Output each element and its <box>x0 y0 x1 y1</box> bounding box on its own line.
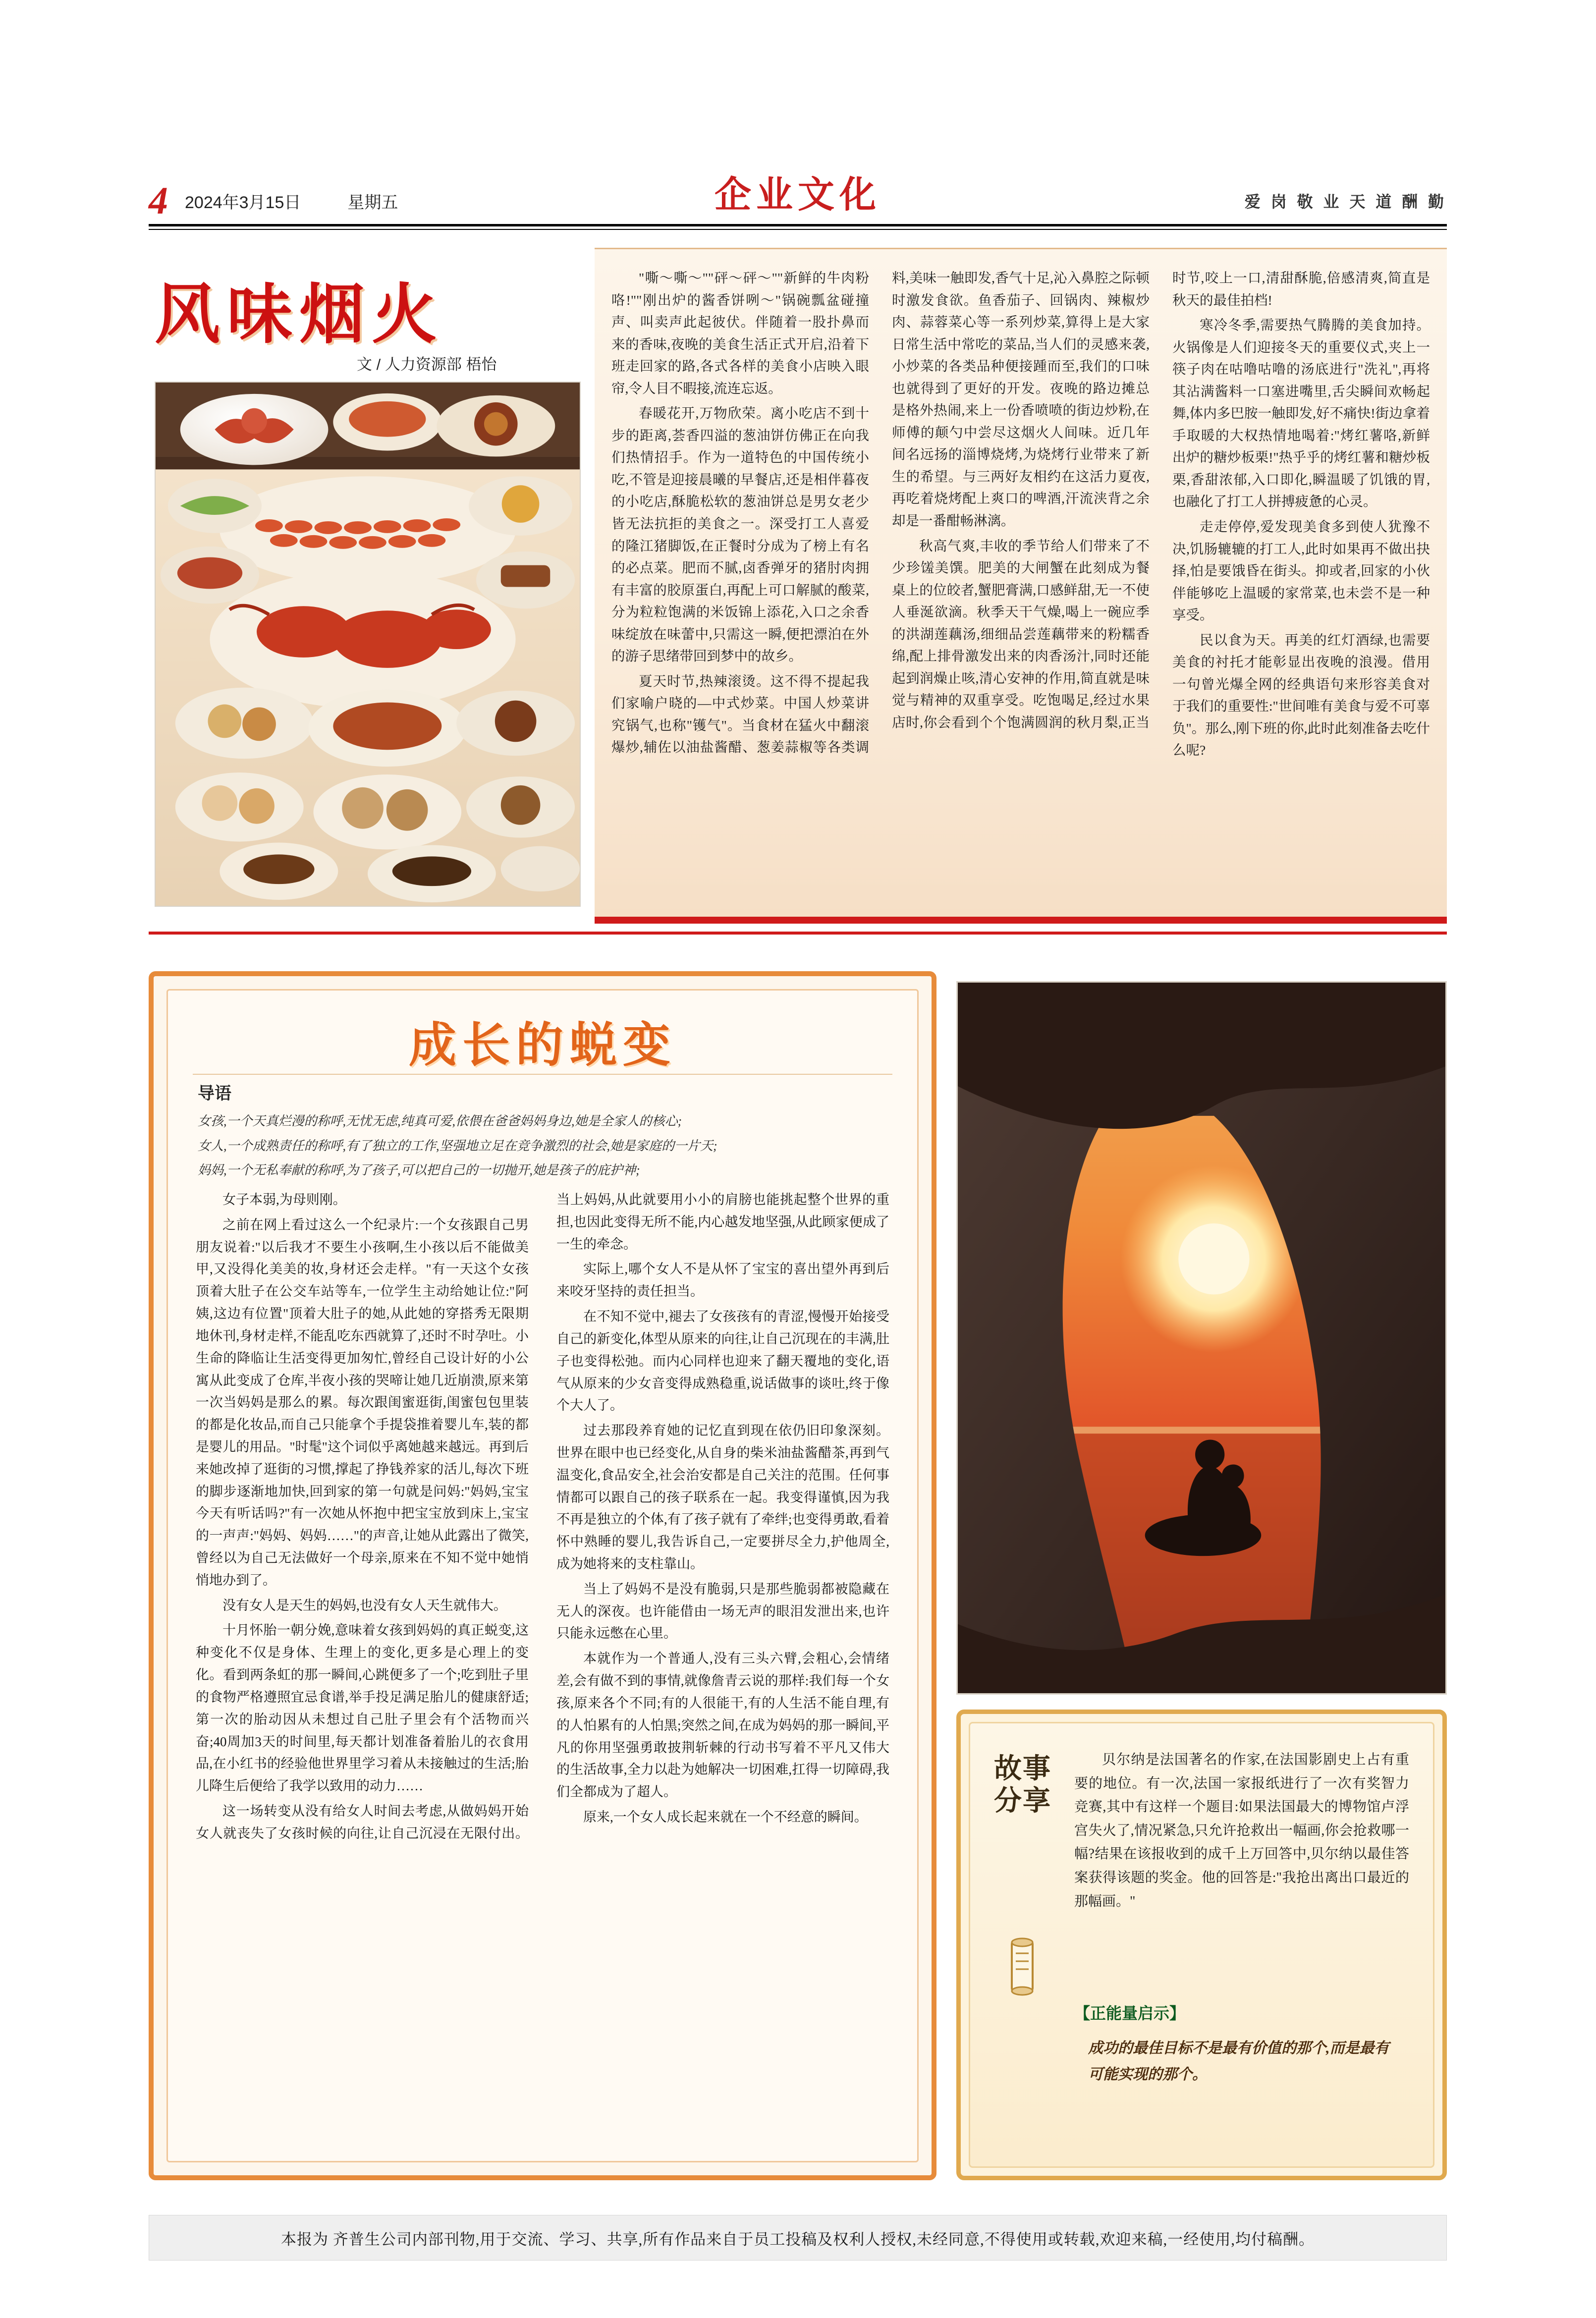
weekday: 星期五 <box>347 193 398 212</box>
article2-title-divider <box>193 1074 892 1075</box>
food-spread-illustration <box>156 383 580 906</box>
article1-headline: 风味烟火 <box>155 278 444 351</box>
article2-paragraph: 没有女人是天生的妈妈,也没有女人天生就伟大。 <box>222 1598 507 1613</box>
article1-body <box>595 248 1447 917</box>
story-share-tag: 【正能量启示】 <box>1074 2004 1186 2022</box>
article1-paragraph: 秋高气爽,丰收的季节给人们带来了不少珍馐美馔。肥美的大闸蟹在此刻成为餐桌上的位皎者,蟹肥膏满,口感鲜甜,无一不使人垂涎欲滴。秋季天干气燥,喝上一碗应季的洪湖莲藕汤,细细品尝莲藕带来的粉糯香绵,配上排骨激发出来的肉香汤汁,同时还能起到润燥止咳,清心安神的作用,简直就是味觉与精神的双重享受。吃饱喝足,经过水果店时,你会看到个个饱满圆润的秋月梨,正当时节,咬上一口,清甜酥脆,倍感清爽,简直是秋天的最佳拍档! <box>892 270 1430 730</box>
scroll-icon <box>1001 1936 1044 1996</box>
article2-paragraph: 十月怀胎一朝分娩,意味着女孩到妈妈的真正蜕变,这种变化不仅是身体、生理上的变化,更多是心理上的变化。看到两条虹的那一瞬间,心跳便多了一个;吃到肚子里的食物严格遵照宜忌食谱,举手投足满足胎儿的健康舒适;第一次的胎动因从未想过自己肚子里会有个活物而兴奋;40周加3天的时间里,每天都计划准备着胎儿的衣食用品,在小红书的经验他世界里学习着从未接触过的生活;胎儿降生后便给了我学以致用的动力…… <box>196 1623 529 1794</box>
footer-text: 本报为 齐普生公司内部刊物,用于交流、学习、共享,所有作品来自于员工投稿及权利人授权,未经同意,不得使用或转载,欢迎来稿,一经使用,均付稿酬。 <box>281 2230 1315 2248</box>
section-divider-red <box>149 932 1447 935</box>
sunset-cave-photo <box>956 981 1447 1695</box>
article2-lead-line: 女孩,一个天真烂漫的称呼,无忧无虑,纯真可爱,依偎在爸爸妈妈身边,她是全家人的核心; <box>198 1114 682 1128</box>
article2-lead-line: 妈妈,一个无私奉献的称呼,为了孩子,可以把自己的一切抛开,她是孩子的庇护神; <box>198 1163 640 1178</box>
story-share-label: 故事分享 <box>994 1754 1051 1817</box>
masthead <box>149 164 1447 222</box>
article1-bottom-rule <box>595 917 1447 924</box>
article1-photo <box>155 382 581 907</box>
article2-paragraph: 当上了妈妈不是没有脆弱,只是那些脆弱都被隐藏在无人的深夜。也许能借由一场无声的眼泪发泄出来,也许只能永远憋在心里。 <box>556 1581 889 1641</box>
page-number: 4 <box>149 178 168 222</box>
publication-date: 2024年3月15日 <box>185 193 301 212</box>
article2-paragraph: 在不知不觉中,褪去了女孩孩有的青涩,慢慢开始接受自己的新变化,体型从原来的向往,让自己沉现在的丰满,肚子也变得松弛。而内心同样也迎来了翻天覆地的变化,语气从原来的少女音变得成熟稳重,说话做事的谈吐,终于像个大人了。 <box>556 1309 889 1413</box>
story-share-frame <box>969 1722 1434 2168</box>
article2-paragraph: 之前在网上看过这么一个纪录片:一个女孩跟自己男朋友说着:"以后我才不要生小孩啊,生小孩以后不能做美甲,又没得化美美的妆,身材还会走样。"有一天这个女孩顶着大肚子在公交车站等车,一位学生主动给她让位:"阿姨,这边有位置"顶着大肚子的她,从此她的穿搭秀无限期地休刊,身材走样,不能乱吃东西就算了,还时不时孕吐。小生命的降临让生活变得更加匆忙,曾经自己设计好的小公寓从此变成了仓库,半夜小孩的哭啼让她几近崩溃,原来第一次当妈妈是那么的累。每次跟闺蜜逛街,闺蜜包包里装的都是化妆品,而自己只能拿个手提袋推着婴儿车,装的都是婴儿的用品。"时髦"这个词似乎离她越来越远。再到后来她改掉了逛街的习惯,撑起了挣钱养家的活儿,每次下班的脚步逐渐地加快,回到家的第一句就是问妈:"妈妈,宝宝今天有听话吗?"有一次她从怀抱中把宝宝放到床上,宝宝的一声声:"妈妈、妈妈……"的声音,让她从此露出了微笑,曾经以为自己无法做好一个母亲,原来在不知不觉中她悄悄地办到了。 <box>196 1217 529 1588</box>
article1-byline: 文 / 人力资源部 梧怡 <box>357 356 497 373</box>
article1-paragraph: 夏天时节,热辣滚烫。这不得不提起我们家喻户晓的—中式炒菜。中国人炒菜讲究锅气,也称"镬气"。当食材在猛火中翻滚爆炒,辅佐以油盐酱醋、葱姜蒜椒等各类调料,美味一触即发,香气十足,沁入鼻腔之际顿时激发食欲。鱼香茄子、回锅肉、辣椒炒肉、蒜蓉菜心等一系列炒菜,算得上是大家日常生活中常吃的菜品,当人们的灵感来袭,小炒菜的各类品种便接踵而至,我们的口味也就得到了更好的开发。夜晚的路边摊总是格外热闹,来上一份香喷喷的街边炒粉,在师傅的颠勺中尝尽这烟火人间味。近几年间名远扬的淄博烧烤,为烧烤行业带来了新生的希望。与三两好友相约在这活力夏夜,再吃着烧烤配上爽口的啤酒,汗流浃背之余却是一番酣畅淋漓。 <box>611 270 1150 755</box>
article-feature-food <box>149 248 1447 941</box>
article1-paragraph: 春暖花开,万物欣荣。离小吃店不到十步的距离,荟香四溢的葱油饼仿佛正在向我们热情招手。作为一道特色的中国传统小吃,不管是迎接晨曦的早餐店,还是相伴暮夜的小吃店,酥脆松软的葱油饼总是男女老少皆无法抗拒的美食之一。深受打工人喜爱的隆江猪脚饭,在正餐时分成为了榜上有名的必点菜。肥而不腻,卤香弹牙的猪肘肉拥有丰富的胶原蛋白,再配上可口解腻的酸菜,分为粒粒饱满的米饭锦上添花,入口之余香味绽放在味蕾中,只需这一瞬,便把漂泊在外的游子思绪带回到梦中的故乡。 <box>611 405 869 664</box>
masthead-slogan: 爱 岗 敬 业 天 道 酬 勤 <box>1244 193 1447 211</box>
article2-paragraph: 本就作为一个普通人,没有三头六臂,会粗心,会情绪差,会有做不到的事情,就像詹青云说的那样:我们每一个女孩,原来各个不同;有的人很能干,有的人生活不能自理,有的人怕累有的人怕黑;突然之间,在成为妈妈的那一瞬间,平凡的你用坚强勇敢披荆斩棘的行动书写着不平凡又伟大的生活故事,全力以赴为她解决一切困难,扛得一切障碍,我们全都成为了超人。 <box>556 1651 889 1800</box>
article2-lead <box>198 1080 887 1185</box>
article2-paragraph: 实际上,哪个女人不是从怀了宝宝的喜出望外再到后来咬牙坚持的责任担当。 <box>556 1262 889 1299</box>
article-growth-transformation <box>149 971 936 2180</box>
article1-paragraph: 寒冷冬季,需要热气腾腾的美食加持。火锅像是人们迎接冬天的重要仪式,夹上一筷子肉在咕噜咕噜的汤底进行"洗礼",再将其沾满酱料一口塞进嘴里,舌尖瞬间欢畅起舞,体内多巴胺一触即发,好不痛快!街边拿着手取暖的大权热情地喝着:"烤红薯咯,新鲜出炉的糖炒板栗!"热乎乎的烤红薯和糖炒板栗,香甜浓郁,入口即化,瞬温暖了饥饿的胃,也融化了打工人拼搏疲惫的心灵。 <box>1172 317 1430 509</box>
page-footer <box>149 2215 1447 2261</box>
story-share-box <box>956 1710 1447 2180</box>
story-share-text: 贝尔纳是法国著名的作家,在法国影剧史上占有重要的地位。有一次,法国一家报纸进行了一次有奖智力竞赛,其中有这样一个题目:如果法国最大的博物馆卢浮宫失火了,情况紧急,只允许抢救出一幅画,你会抢救哪一幅?结果在该报收到的成千上万回答中,贝尔纳以最佳答案获得该题的奖金。他的回答是:"我抢出离出口最近的那幅画。" <box>1074 1752 1409 1909</box>
article2-paragraph: 这一场转变从没有给女人时间去考虑,从做妈妈开始女人就丧失了女孩时候的向往,让自己沉浸在无限付出。当上妈妈,从此就要用小小的肩膀也能挑起整个世界的重担,也因此变得无所不能,内心越发地坚强,从此顾家便成了一生的牵念。 <box>196 1192 889 1841</box>
article2-paragraph: 过去那段养育她的记忆直到现在依仍旧印象深刻。世界在眼中也已经变化,从自身的柴米油盐酱醋茶,再到气温变化,食品安全,社会治安都是自己关注的范围。任何事情都可以跟自己的孩子联系在一起。我变得谨慎,因为我不再是独立的个体,有了孩子就有了牵绊;也变得勇敢,看着怀中熟睡的婴儿,我告诉自己,一定要拼尽全力,护他周全,成为她将来的支柱靠山。 <box>556 1423 889 1571</box>
masthead-divider <box>149 224 1447 226</box>
article2-lead-label: 导语 <box>198 1085 231 1103</box>
scroll-icon-svg <box>1001 1936 1044 1996</box>
article2-paragraph: 原来,一个女人成长起来就在一个不经意的瞬间。 <box>583 1809 868 1824</box>
article2-body <box>196 1189 889 2141</box>
story-share-quote: 成功的最佳目标不是最有价值的那个,而是最有可能实现的那个。 <box>1088 2040 1389 2083</box>
section-title: 企业文化 <box>715 175 881 216</box>
article1-paragraph: 走走停停,爱发现美食多到使人犹豫不决,饥肠辘辘的打工人,此时如果再不做出抉择,怕是要饿昏在街头。抑或者,回家的小伙伴能够吃上温暖的家常菜,也未尝不是一种享受。 <box>1172 519 1430 623</box>
article2-lead-line: 女人,一个成熟责任的称呼,有了独立的工作,坚强地立足在竞争激烈的社会,她是家庭的一片天; <box>198 1138 717 1153</box>
article2-paragraph: 女子本弱,为母则刚。 <box>222 1192 346 1207</box>
article2-title: 成长的蜕变 <box>409 1019 676 1072</box>
article2-frame <box>166 989 919 2162</box>
sunset-cave-illustration <box>958 983 1445 1693</box>
article1-paragraph: "嘶～嘶～""砰～砰～""新鲜的牛肉粉咯!""刚出炉的酱香饼咧～"锅碗瓢盆碰撞声、叫卖声此起彼伏。伴随着一股扑鼻而来的香味,夜晚的美食生活正式开启,沿着下班走回家的路,各式各样的美食小店映入眼帘,令人目不暇接,流连忘返。 <box>611 270 869 396</box>
masthead-divider-thin <box>149 229 1447 230</box>
article1-paragraph: 民以食为天。再美的红灯酒绿,也需要美食的衬托才能彰显出夜晚的浪漫。借用一句曾光爆全网的经典语句来形容美食对于我们的重要性:"世间唯有美食与爱不可辜负"。那么,刚下班的你,此时此刻准备去吃什么呢? <box>1172 632 1430 758</box>
